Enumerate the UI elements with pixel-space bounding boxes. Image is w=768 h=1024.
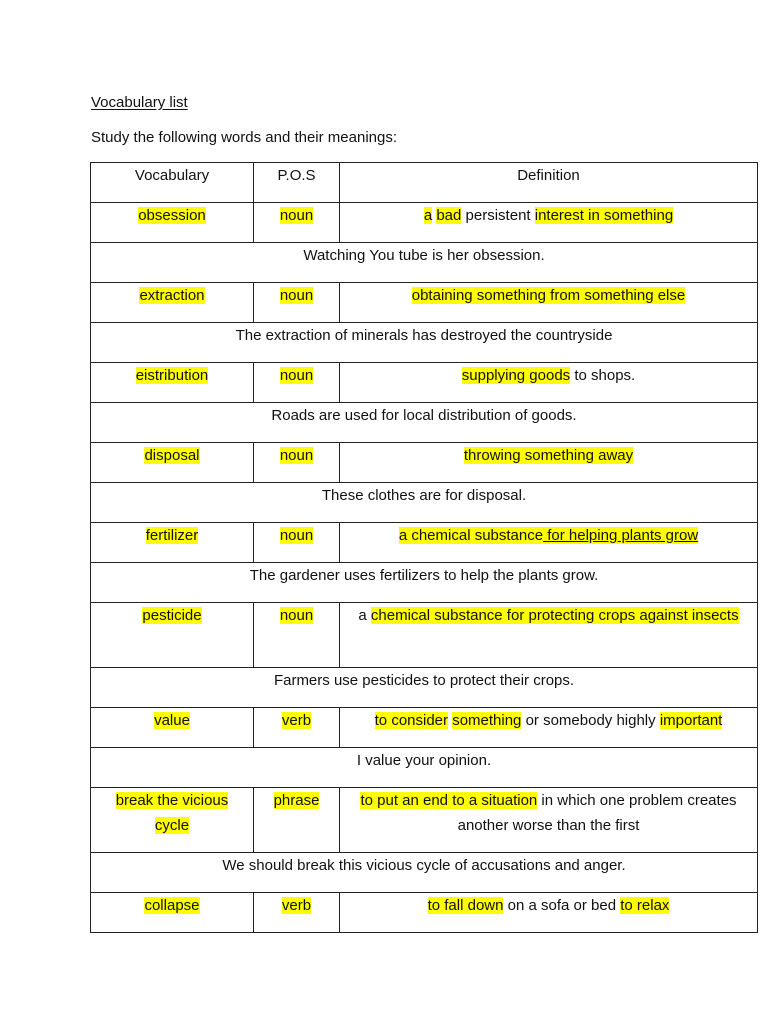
definition-segment: bad	[436, 207, 462, 224]
vocab-word-text: obsession	[138, 207, 206, 224]
definition-segment: or somebody highly	[521, 712, 660, 729]
document-title: Vocabulary list	[91, 94, 188, 111]
word-row	[91, 788, 758, 853]
word-row	[91, 203, 758, 243]
part-of-speech-text: verb	[281, 712, 312, 729]
example-row	[91, 403, 758, 443]
vocab-word	[91, 203, 254, 243]
definition-segment: something	[452, 712, 522, 729]
definition-segment: on a sofa or bed	[503, 897, 621, 914]
example-row	[91, 563, 758, 603]
part-of-speech-text: noun	[279, 367, 314, 384]
part-of-speech	[254, 893, 340, 933]
example-sentence: The gardener uses fertilizers to help the plants grow.	[91, 563, 758, 603]
word-row	[91, 363, 758, 403]
header-row	[91, 163, 758, 203]
instructions-text: Study the following words and their meanings:	[91, 129, 398, 146]
part-of-speech-text: noun	[279, 447, 314, 464]
definition	[340, 708, 758, 748]
word-row	[91, 523, 758, 563]
vocab-word	[91, 708, 254, 748]
definition-segment: obtaining something from something else	[411, 287, 686, 304]
vocab-word-text: break the vicious cycle	[115, 792, 229, 834]
vocab-word	[91, 443, 254, 483]
definition	[340, 203, 758, 243]
part-of-speech-text: noun	[279, 527, 314, 544]
part-of-speech	[254, 363, 340, 403]
vocab-word-text: extraction	[139, 287, 205, 304]
example-row	[91, 483, 758, 523]
part-of-speech	[254, 603, 340, 668]
example-row	[91, 853, 758, 893]
vocab-word	[91, 603, 254, 668]
definition	[340, 443, 758, 483]
part-of-speech	[254, 283, 340, 323]
definition	[340, 523, 758, 563]
definition-segment: a chemical substance	[398, 527, 544, 544]
definition-segment: to relax	[620, 897, 670, 914]
part-of-speech	[254, 443, 340, 483]
definition-segment: to fall down	[427, 897, 504, 914]
vocab-word-text: disposal	[144, 447, 200, 464]
vocab-word-text: collapse	[144, 897, 200, 914]
example-sentence: I value your opinion.	[91, 748, 758, 788]
part-of-speech	[254, 523, 340, 563]
definition-segment: interest in something	[534, 207, 674, 224]
definition-segment: to shops.	[570, 367, 636, 384]
definition-segment: a	[423, 207, 433, 224]
header-pos: P.O.S	[254, 163, 340, 203]
vocab-word-text: value	[154, 712, 190, 729]
definition-segment: supplying goods	[461, 367, 571, 384]
part-of-speech-text: noun	[279, 607, 314, 624]
definition-segment: throwing something away	[463, 447, 634, 464]
example-row	[91, 243, 758, 283]
part-of-speech-text: verb	[281, 897, 312, 914]
definition	[340, 363, 758, 403]
definition-segment: to put an end to a situation	[360, 792, 538, 809]
definition-segment: important	[659, 712, 723, 729]
example-sentence: These clothes are for disposal.	[91, 483, 758, 523]
vocab-word	[91, 363, 254, 403]
word-row	[91, 443, 758, 483]
example-row	[91, 323, 758, 363]
definition	[340, 788, 758, 853]
vocabulary-table	[90, 162, 758, 933]
example-sentence: Watching You tube is her obsession.	[91, 243, 758, 283]
word-row	[91, 283, 758, 323]
definition-segment: in which one problem creates another worse than the first	[457, 792, 737, 834]
definition	[340, 603, 758, 668]
header-vocabulary: Vocabulary	[91, 163, 254, 203]
part-of-speech-text: noun	[279, 207, 314, 224]
definition-segment: to consider	[374, 712, 449, 729]
definition-segment: chemical substance for protecting crops against insects	[370, 607, 739, 624]
vocab-word	[91, 788, 254, 853]
example-sentence: Farmers use pesticides to protect their crops.	[91, 668, 758, 708]
vocab-word-text: eistribution	[135, 367, 209, 384]
part-of-speech-text: noun	[279, 287, 314, 304]
vocab-word	[91, 283, 254, 323]
part-of-speech	[254, 203, 340, 243]
example-row	[91, 748, 758, 788]
part-of-speech-text: phrase	[273, 792, 320, 809]
definition-segment: persistent	[461, 207, 535, 224]
definition-segment: a	[358, 607, 371, 624]
example-sentence: Roads are used for local distribution of goods.	[91, 403, 758, 443]
example-sentence: We should break this vicious cycle of accusations and anger.	[91, 853, 758, 893]
vocab-word	[91, 893, 254, 933]
part-of-speech	[254, 788, 340, 853]
header-definition: Definition	[340, 163, 758, 203]
word-row	[91, 893, 758, 933]
example-sentence: The extraction of minerals has destroyed the countryside	[91, 323, 758, 363]
vocab-word-text: fertilizer	[145, 527, 199, 544]
part-of-speech	[254, 708, 340, 748]
example-row	[91, 668, 758, 708]
word-row	[91, 708, 758, 748]
vocab-word	[91, 523, 254, 563]
word-row	[91, 603, 758, 668]
definition	[340, 893, 758, 933]
vocab-word-text: pesticide	[142, 607, 202, 624]
definition	[340, 283, 758, 323]
definition-segment: for helping plants grow	[543, 527, 699, 544]
